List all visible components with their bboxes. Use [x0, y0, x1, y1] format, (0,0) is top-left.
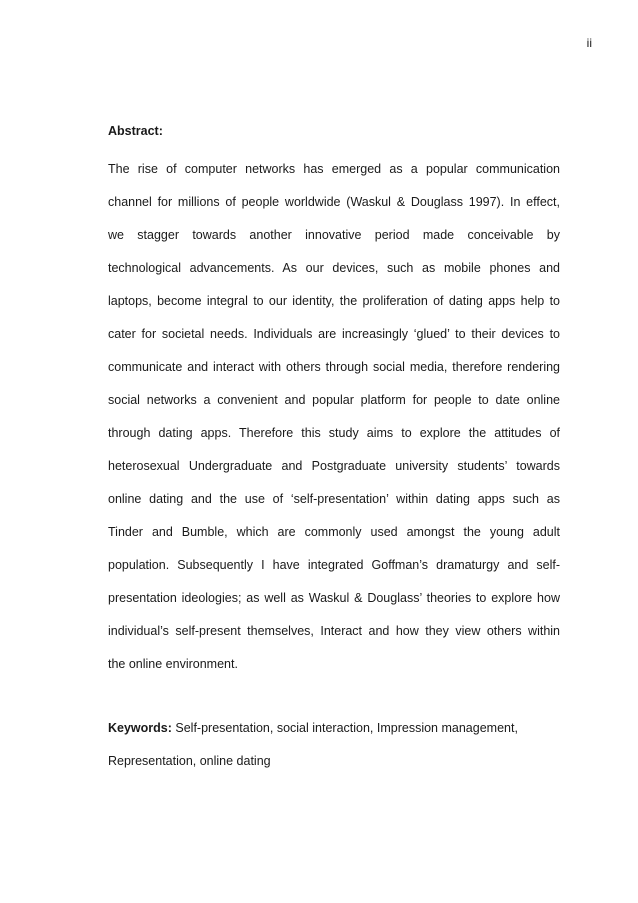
abstract-line: heterosexual Undergraduate and Postgraduate university students’ towards [108, 459, 560, 473]
abstract-line: the online environment. [108, 657, 238, 671]
keywords-line-2: Representation, online dating [108, 754, 271, 768]
abstract-line: The rise of computer networks has emerged as a popular communication [108, 162, 560, 176]
abstract-heading: Abstract: [108, 124, 163, 138]
abstract-line: technological advancements. As our devices, such as mobile phones and [108, 261, 560, 275]
abstract-line: population. Subsequently I have integrated Goffman’s dramaturgy and self- [108, 558, 560, 572]
abstract-line: individual’s self-present themselves, Interact and how they view others within [108, 624, 560, 638]
abstract-line: Tinder and Bumble, which are commonly used amongst the young adult [108, 525, 560, 539]
keywords-label: Keywords: [108, 721, 172, 735]
abstract-line: communicate and interact with others through social media, therefore rendering [108, 360, 560, 374]
abstract-line: presentation ideologies; as well as Waskul & Douglass’ theories to explore how [108, 591, 560, 605]
page-number: ii [586, 36, 592, 50]
abstract-line: social networks a convenient and popular platform for people to date online [108, 393, 560, 407]
abstract-line: laptops, become integral to our identity, the proliferation of dating apps help to [108, 294, 560, 308]
abstract-line: cater for societal needs. Individuals are increasingly ‘glued’ to their devices to [108, 327, 560, 341]
keywords-text: Self-presentation, social interaction, Impression management, [171, 721, 518, 735]
abstract-line: we stagger towards another innovative period made conceivable by [108, 228, 560, 242]
keywords-line [108, 721, 568, 735]
abstract-line: channel for millions of people worldwide (Waskul & Douglass 1997). In effect, [108, 195, 560, 209]
abstract-line: online dating and the use of ‘self-presentation’ within dating apps such as [108, 492, 560, 506]
abstract-line: through dating apps. Therefore this study aims to explore the attitudes of [108, 426, 560, 440]
